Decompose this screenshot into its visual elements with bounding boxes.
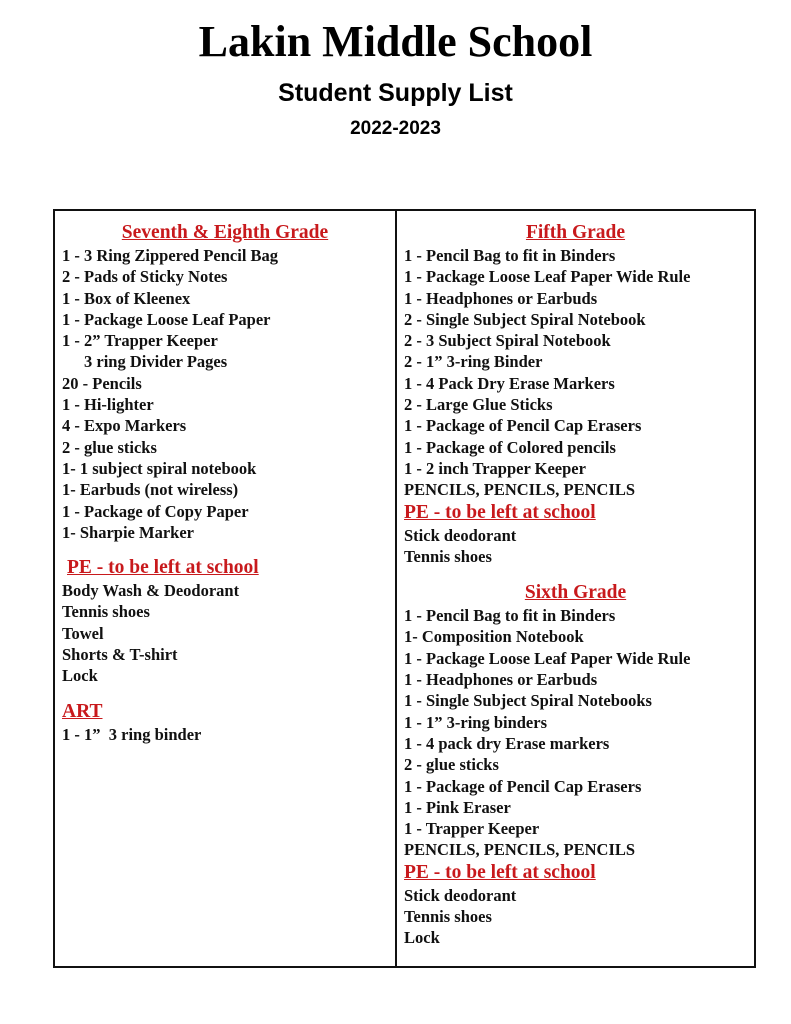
list-item: 1- 1 subject spiral notebook bbox=[62, 458, 257, 478]
list-item: 1 - 4 Pack Dry Erase Markers bbox=[404, 373, 615, 393]
list-item: 1 - 2 inch Trapper Keeper bbox=[404, 458, 586, 478]
list-item: 2 - glue sticks bbox=[404, 755, 499, 775]
list-item: 1 - Pencil Bag to fit in Binders bbox=[404, 246, 616, 265]
list-item: Lock bbox=[404, 928, 440, 948]
list-item: 1 - 2” Trapper Keeper bbox=[62, 331, 218, 351]
list-item: Stick deodorant bbox=[404, 885, 517, 905]
sixth-grade-list bbox=[404, 605, 754, 861]
list-item: Lock bbox=[62, 666, 98, 686]
list-item: 2 - Pads of Sticky Notes bbox=[62, 267, 228, 287]
list-item: PENCILS, PENCILS, PENCILS bbox=[404, 840, 636, 860]
list-item: 20 - Pencils bbox=[62, 373, 142, 393]
list-item: 1 - Package Loose Leaf Paper Wide Rule bbox=[404, 267, 691, 287]
list-item: 1 - Package of Pencil Cap Erasers bbox=[404, 416, 642, 436]
document-title: Student Supply List bbox=[278, 79, 513, 107]
list-item: 1 - Pencil Bag to fit in Binders bbox=[404, 606, 616, 626]
heading-art: ART bbox=[62, 700, 103, 722]
list-item: Shorts & T-shirt bbox=[62, 645, 178, 665]
list-item: 1- Composition Notebook bbox=[404, 627, 584, 647]
list-item: Tennis shoes bbox=[404, 546, 492, 566]
heading-seventh-eighth-grade: Seventh & Eighth Grade bbox=[121, 222, 329, 243]
spacer bbox=[62, 687, 395, 700]
list-item: 1 - 1” 3-ring binders bbox=[404, 712, 548, 732]
heading-pe-sixth: PE - to be left at school bbox=[404, 861, 596, 883]
art-list bbox=[62, 724, 395, 745]
pe-list-sixth bbox=[404, 885, 754, 949]
list-item: Body Wash & Deodorant bbox=[62, 581, 240, 601]
pe-list-fifth bbox=[404, 525, 754, 568]
list-item: 1 - Package of Pencil Cap Erasers bbox=[404, 776, 642, 796]
list-item: PENCILS, PENCILS, PENCILS bbox=[404, 480, 636, 500]
list-item: 1 - Headphones or Earbuds bbox=[404, 288, 598, 308]
school-year: 2022-2023 bbox=[350, 118, 441, 139]
list-item: Tennis shoes bbox=[62, 602, 150, 622]
spacer bbox=[62, 543, 395, 556]
heading-pe-seventh-eighth: PE - to be left at school bbox=[67, 557, 259, 579]
fifth-grade-list bbox=[404, 245, 754, 501]
list-item: 1 - Hi-lighter bbox=[62, 395, 154, 415]
list-item: 1 - Box of Kleenex bbox=[62, 288, 191, 308]
heading-pe-fifth: PE - to be left at school bbox=[404, 501, 596, 523]
column-fifth-sixth bbox=[397, 211, 754, 966]
list-item: 1 - Package Loose Leaf Paper Wide Rule bbox=[404, 648, 691, 668]
list-item: 1 - Trapper Keeper bbox=[404, 819, 540, 839]
seventh-eighth-list bbox=[62, 245, 395, 543]
supply-table bbox=[53, 209, 756, 968]
list-item: 2 - Single Subject Spiral Notebook bbox=[404, 309, 646, 329]
list-item: 1 - Pink Eraser bbox=[404, 797, 511, 817]
heading-sixth-grade: Sixth Grade bbox=[524, 582, 627, 604]
school-name: Lakin Middle School bbox=[198, 17, 593, 66]
list-item: 1 - Package of Colored pencils bbox=[404, 437, 616, 457]
list-item: 1 - Headphones or Earbuds bbox=[404, 670, 598, 690]
list-item: 1 - Single Subject Spiral Notebooks bbox=[404, 691, 652, 711]
list-item: 2 - Large Glue Sticks bbox=[404, 395, 553, 415]
list-item: 1 - Package Loose Leaf Paper bbox=[62, 309, 271, 329]
list-item: 4 - Expo Markers bbox=[62, 416, 187, 436]
list-item: 1 - 3 Ring Zippered Pencil Bag bbox=[62, 246, 279, 265]
list-item: Tennis shoes bbox=[404, 907, 492, 927]
heading-fifth-grade: Fifth Grade bbox=[525, 222, 626, 243]
spacer bbox=[404, 567, 754, 581]
list-item: 3 ring Divider Pages bbox=[84, 352, 228, 372]
list-item: 2 - glue sticks bbox=[62, 437, 157, 457]
list-item: Towel bbox=[62, 623, 104, 643]
column-seventh-eighth bbox=[55, 211, 397, 966]
list-item: 1- Sharpie Marker bbox=[62, 522, 194, 542]
list-item: 1- Earbuds (not wireless) bbox=[62, 480, 239, 500]
list-item: 1 - 4 pack dry Erase markers bbox=[404, 733, 610, 753]
list-item: 2 - 1” 3-ring Binder bbox=[404, 352, 543, 372]
list-item: 1 - 1” 3 ring binder bbox=[62, 724, 202, 744]
list-item: 1 - Package of Copy Paper bbox=[62, 501, 249, 521]
pe-list-seventh-eighth bbox=[62, 580, 395, 686]
list-item: 2 - 3 Subject Spiral Notebook bbox=[404, 331, 611, 351]
list-item: Stick deodorant bbox=[404, 525, 517, 545]
